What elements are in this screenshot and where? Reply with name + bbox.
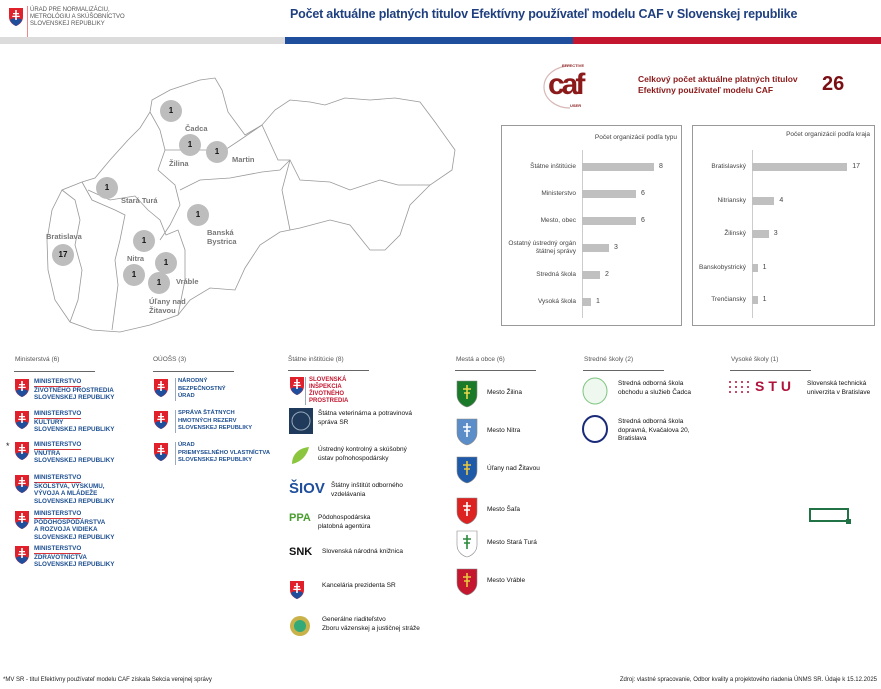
bar [582,217,636,225]
text-line: SLOVENSKEJ REPUBLIKY [34,497,115,505]
map-label-cadca: Čadca [185,124,208,133]
bar-value: 4 [779,197,784,204]
bar-label: Mesto, obec [540,217,576,224]
city-name: Mesto Žilina [487,389,523,396]
bar-value: 8 [659,163,663,170]
text-line: správa SR [318,418,349,426]
section-underline [14,371,95,372]
text-line: Zboru väzenskej a justičnej stráže [322,624,420,632]
section-vysoke-title: Vysoké školy (1) [731,356,779,363]
map-bubble-cadca: 1 [160,100,182,122]
map-label-ulany-2: Žitavou [149,306,176,315]
text-line: BEZPEČNOSTNÝ [178,385,226,392]
prison-guard-emblem-icon [289,614,315,640]
ministry-first-line: MINISTERSTVO [34,545,82,552]
map-bubble-bratislava: 17 [52,244,74,266]
map-bubble-ulany: 1 [148,272,170,294]
bar [582,244,609,252]
bar [752,163,847,171]
text-line: vzdelávania [331,490,366,498]
text-line: SLOVENSKÁ [309,377,347,383]
city-coat-of-arms-icon [456,497,478,530]
section-underline [288,370,369,371]
institution-name [318,446,407,463]
map-label-bratislava: Bratislava [46,232,82,241]
school-logo-icon [582,415,608,448]
text-line: Stredná odborná škola [618,380,684,387]
presidential-standard-icon [289,580,315,606]
text-line: KULTÚRY [34,418,64,426]
snk-logo: SNK [289,546,313,558]
bar-value: 17 [852,163,860,170]
map-bubble-nitra: 1 [133,230,155,252]
text-line: SLOVENSKEJ REPUBLIKY [34,426,115,433]
coat-of-arms-icon [153,442,169,467]
map-label-stara-tura: Stará Turá [121,196,158,205]
text-line: ÚRAD [178,393,195,399]
text-line: SPRÁVA ŠTÁTNYCH [178,410,235,416]
institution-name [331,482,403,499]
map-bubble-zilina: 1 [179,134,201,156]
chart-title: Počet organizácií podľa typu [594,134,677,141]
page-title: Počet aktuálne platných titulov Efektívny používateľ modelu CAF v Slovenskej republike [290,7,798,21]
text-line: dopravná, Kvačalova 20, [618,426,690,434]
city-name: Mesto Šaľa [487,506,520,513]
coat-of-arms-icon [14,441,30,466]
section-ministerstva-title: Ministerstvá (6) [15,356,60,363]
bar [582,298,591,306]
bar-value: 6 [641,190,645,197]
section-statne-title: Štátne inštitúcie (8) [288,356,344,363]
slovakia-map [0,0,470,340]
school-logo-icon [582,377,608,410]
city-name: Mesto Stará Turá [487,539,537,546]
header-stripe-red [573,37,881,44]
bar-label: Banskobystrický [699,264,746,271]
map-bubble-martin: 1 [206,141,228,163]
bar [582,163,654,171]
bar [752,230,769,238]
text-line: Slovenská národná knižnica [322,548,403,555]
ppa-logo: PPA [289,512,311,524]
text-line: Pôdohospodárska [318,514,371,521]
coat-of-arms-icon [153,410,169,435]
footer-note: *MV SR - titul Efektívny používateľ modelu CAF získala Sekcia verejnej správy [3,677,212,683]
map-label-bb-1: Banská [207,228,234,237]
map-label-bb-2: Bystrica [207,237,237,246]
chart-title: Počet organizácií podľa kraja [786,131,870,138]
institution-name [305,377,348,405]
school-name [618,380,691,397]
bar-value: 1 [596,298,600,305]
text-line: ŽIVOTNÉHO PROSTREDIA [34,386,114,394]
text-line: VNÚTRA [34,449,61,457]
text-line: ŽIVOTNÉHO [309,391,345,397]
institution-name [322,616,420,633]
city-coat-of-arms-icon [456,456,478,489]
bar-label: Nitriansky [717,197,746,204]
stu-name: Slovenská technická univerzita v Bratislave [807,380,871,396]
bar-label: Žilinský [724,230,746,237]
section-ouoss-title: OÚOŠS (3) [153,356,187,363]
city-coat-of-arms-icon [456,418,478,451]
text-line: Bratislava [618,435,647,442]
coat-of-arms-icon [14,510,30,535]
ministry-logo-text [34,410,114,434]
section-underline [730,370,811,371]
map-bubble-sala: 1 [123,264,145,286]
section-stredne-title: Stredné školy (2) [584,356,634,363]
bar-label: Bratislavský [711,163,746,170]
section-underline [153,371,234,372]
chart-axis [582,150,583,318]
text-line: Stredná odborná škola [618,418,684,425]
bar [752,296,758,304]
text-line: PÔDOHOSPODÁRSTVA [34,518,106,526]
map-label-vrable: Vráble [176,277,199,286]
ministry-first-line: MINISTERSTVO [34,441,82,448]
institution-name [322,548,403,557]
bar [752,197,774,205]
city-name: Mesto Nitra [487,427,521,434]
text-line: Generálne riaditeľstvo [322,616,386,623]
school-name [618,418,690,444]
ministry-logo-text [34,441,114,465]
bar-label: Stredná škola [536,271,576,278]
text-line: ŠKOLSTVA, VÝSKUMU, [34,482,105,490]
text-line: ÚRAD [178,442,195,448]
bar-value: 3 [773,230,778,237]
coat-of-arms-icon [153,378,169,403]
ministry-logo-text [34,545,114,569]
text-line: Štátny inštitút odborného [331,482,403,489]
text-line: NÁRODNÝ [178,378,208,384]
org-name: ÚRAD PRE NORMALIZÁCIU, METROLÓGIU A SKÚŠOBNÍCTVO SLOVENSKEJ REPUBLIKY [30,7,125,27]
total-count: 26 [822,73,845,95]
city-name: Úľany nad Žitavou [487,465,540,472]
total-label: Celkový počet aktuálne platných titulov Efektívny používateľ modelu CAF [638,74,798,95]
institution-name [318,514,370,531]
bar-value: 6 [641,217,645,224]
text-line: A ROZVOJA VIDIEKA [34,526,98,533]
text-line: PRIEMYSELNÉHO VLASTNÍCTVA [178,449,271,456]
text-line: HMOTNÝCH REZERV [178,417,237,424]
bar [582,271,600,279]
caf-logo: EFFECTIVE caf USER [540,63,602,111]
text-line: Kancelária prezidenta SR [322,582,396,589]
map-bubble-vrable: 1 [155,252,177,274]
siov-logo: ŠIOV [289,480,325,497]
fill-handle[interactable] [846,519,851,524]
coat-of-arms-icon [14,474,30,499]
section-mesta-title: Mestá a obce (6) [456,356,505,363]
text-line: SLOVENSKEJ REPUBLIKY [34,457,115,464]
bar-label: Ministerstvo [541,190,576,197]
ministry-first-line: MINISTERSTVO [34,510,82,517]
text-line: SLOVENSKEJ REPUBLIKY [34,533,115,541]
city-coat-of-arms-icon [456,568,478,601]
bar-label: Ostatný ústredný orgán štátnej správy [508,240,576,255]
bar-value: 3 [614,244,618,251]
bar-value: 1 [762,264,767,271]
text-line: VÝVOJA A MLÁDEŽE [34,490,98,497]
ministry-first-line: MINISTERSTVO [34,378,82,385]
coat-of-arms-icon [14,410,30,435]
bar-label: Trenčiansky [711,296,746,303]
ouoss-logo-text [175,410,252,433]
selected-cell[interactable] [809,508,849,522]
ministry-first-line: MINISTERSTVO [34,410,82,417]
section-underline [455,370,536,371]
ouoss-logo-text [175,378,226,401]
map-bubble-stara-tura: 1 [96,177,118,199]
map-label-ulany-1: Úľany nad [149,297,186,306]
map-bubble-banska-bystrica: 1 [187,204,209,226]
city-coat-of-arms-icon [456,530,478,563]
bar-label: Vysoká škola [537,298,576,305]
leaf-icon [289,444,315,470]
institution-name [322,582,396,591]
text-line: INŠPEKCIA [309,384,342,390]
chart-by-region [692,125,875,326]
text-line: platobná agentúra [318,522,371,530]
ministry-logo-text [34,474,114,505]
veterinary-seal-icon [289,408,315,434]
text-line: Štátna veterinárna a potravinová [318,410,412,417]
ministry-logo-text [34,510,114,541]
bar-value: 2 [605,271,609,278]
chart-by-type [501,125,682,326]
section-underline [583,370,664,371]
coat-of-arms-icon [14,545,30,570]
ministry-first-line: MINISTERSTVO [34,474,82,481]
text-line: SLOVENSKEJ REPUBLIKY [34,394,115,401]
footer-source: Zdroj: vlastné spracovanie, Odbor kvality a projektového riadenia ÚNMS SR. Údaje k 15.12.2025 [619,677,877,683]
bar [752,264,758,272]
text-line: ZDRAVOTNÍCTVA [34,553,87,561]
text-line: SLOVENSKEJ REPUBLIKY [178,425,253,431]
ministry-logo-text [34,378,114,402]
text-line: ústav poľnohospodársky [318,454,389,462]
coat-of-arms-icon [14,378,30,403]
city-name: Mesto Vráble [487,577,526,584]
text-line: SLOVENSKEJ REPUBLIKY [178,457,253,463]
ouoss-logo-text [175,442,270,465]
bar-label: Štátne inštitúcie [530,163,576,170]
bar-value: 1 [762,296,767,303]
map-label-zilina: Žilina [169,159,189,168]
map-label-nitra: Nitra [127,254,145,263]
city-coat-of-arms-icon [456,380,478,413]
text-line: obchodu a služieb Čadca [618,388,691,396]
text-line: Ústredný kontrolný a skúšobný [318,446,407,453]
bar [582,190,636,198]
asterisk-marker: * [6,441,10,451]
text-line: PROSTREDIA [309,398,349,404]
institution-name [318,410,412,427]
map-label-martin: Martin [232,155,255,164]
text-line: SLOVENSKEJ REPUBLIKY [34,561,115,568]
